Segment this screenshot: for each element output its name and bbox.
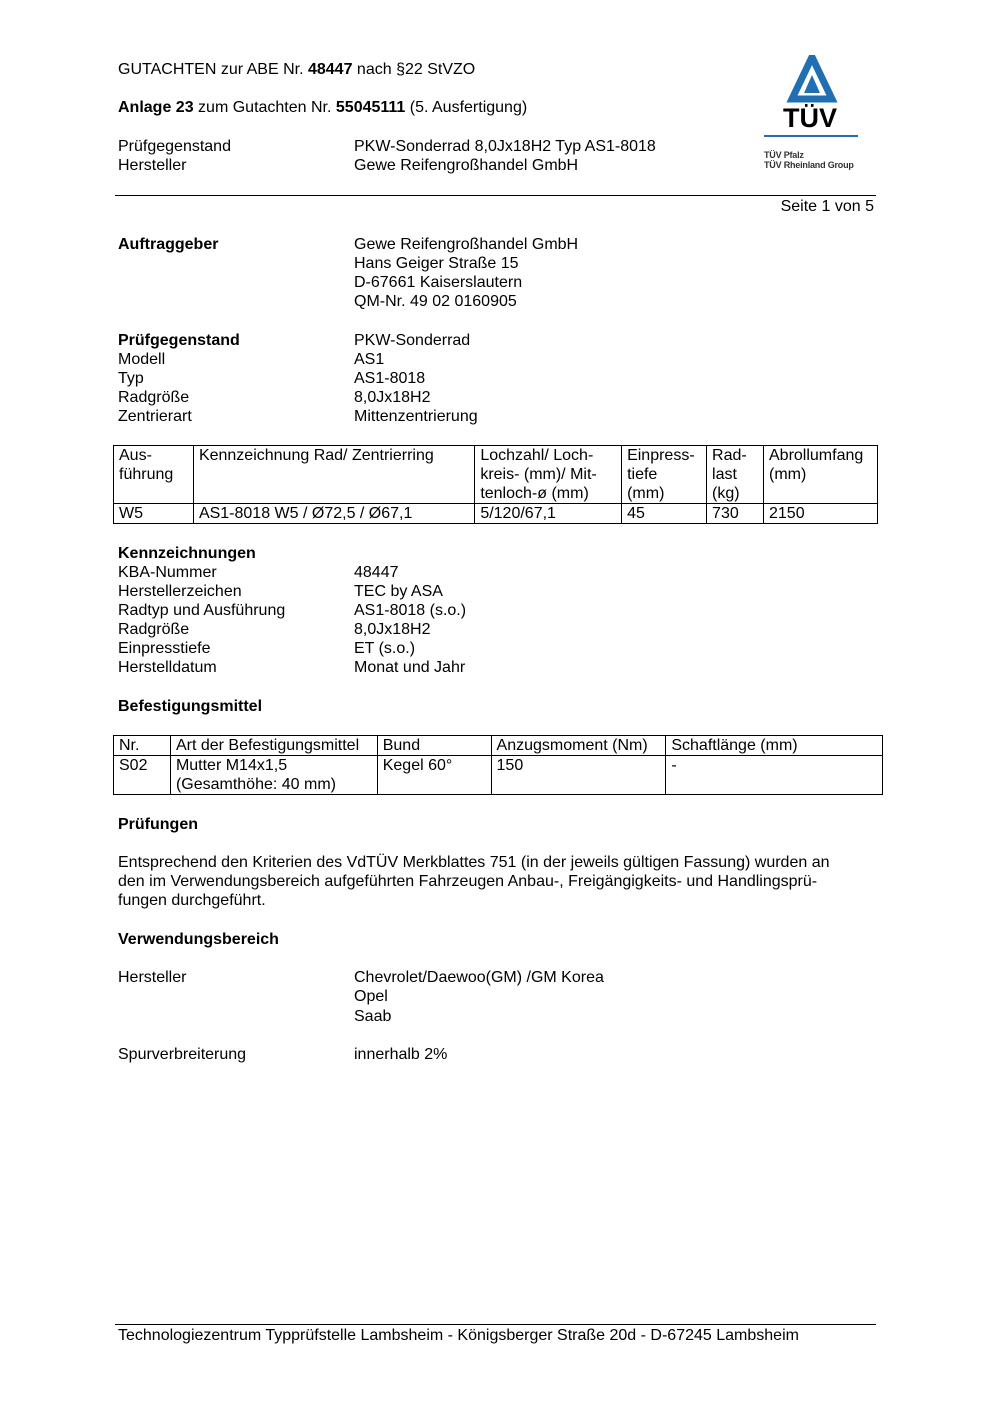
pruefungen-text-line: Entsprechend den Kriterien des VdTÜV Merkblattes 751 (in der jeweils gültigen Fassung) wurden an: [118, 854, 830, 871]
tuv-logo: [762, 55, 872, 175]
table-header-cell: Abrollumfang (mm): [764, 446, 878, 504]
table-cell: W5: [114, 504, 194, 524]
tuv-triangle-icon: [764, 55, 860, 105]
auftraggeber-line: Gewe Reifengroßhandel GmbH: [354, 236, 579, 253]
verwendungsbereich-title: Verwendungsbereich: [118, 931, 279, 948]
table-cell: 45: [622, 504, 707, 524]
kennzeichnung-value: Monat und Jahr: [354, 659, 466, 676]
ausfertigung-text: (5. Ausfertigung): [409, 99, 528, 116]
kennzeichnung-label: Herstelldatum: [118, 659, 217, 676]
verwendungsbereich-hersteller-value: Opel: [354, 988, 388, 1005]
pruefungen-text-line: fungen durchgeführt.: [118, 892, 266, 909]
kennzeichnung-label: KBA-Nummer: [118, 564, 217, 581]
header-title: [118, 60, 475, 79]
pruefgegenstand-value: AS1: [354, 351, 385, 368]
table-cell: S02: [114, 756, 171, 795]
kennzeichnung-label: Einpresstiefe: [118, 640, 211, 657]
kennzeichnung-label: Herstellerzeichen: [118, 583, 242, 600]
table-header-cell: Art der Befestigungsmittel: [170, 736, 377, 756]
pruefgegenstand-title-value: PKW-Sonderrad: [354, 332, 471, 349]
header-hersteller-label: Hersteller: [118, 157, 187, 174]
table-header-cell: Anzugsmoment (Nm): [491, 736, 666, 756]
pruefgegenstand-title: Prüfgegenstand: [118, 332, 240, 349]
header-pruefgegenstand-value: PKW-Sonderrad 8,0Jx18H2 Typ AS1-8018: [354, 138, 656, 155]
table-header-cell: Nr.: [114, 736, 171, 756]
header-title-prefix: GUTACHTEN zur ABE Nr.: [118, 61, 304, 78]
kennzeichnung-label: Radtyp und Ausführung: [118, 602, 286, 619]
table-cell: Kegel 60°: [377, 756, 491, 795]
table-header-cell: Rad- last (kg): [707, 446, 764, 504]
table-cell: Mutter M14x1,5 (Gesamthöhe: 40 mm): [170, 756, 377, 795]
footer-divider: [115, 1324, 876, 1325]
table-header-cell: Aus- führung: [114, 446, 194, 504]
anlage-label: Anlage 23: [118, 99, 194, 116]
page-number: Seite 1 von 5: [780, 198, 874, 215]
pruefgegenstand-value: 8,0Jx18H2: [354, 389, 431, 406]
kennzeichnung-label: Radgröße: [118, 621, 190, 638]
table-header-row: [114, 446, 878, 504]
befestigung-title: Befestigungsmittel: [118, 698, 263, 715]
table-header-cell: Bund: [377, 736, 491, 756]
pruefungen-title: Prüfungen: [118, 816, 198, 833]
auftraggeber-line: QM-Nr. 49 02 0160905: [354, 293, 517, 310]
table-cell: 5/120/67,1: [475, 504, 622, 524]
kennzeichnung-value: ET (s.o.): [354, 640, 416, 657]
tuv-logo-bar: [764, 135, 858, 137]
gutachten-text: zum Gutachten Nr.: [198, 99, 332, 116]
kennzeichnung-value: 48447: [354, 564, 399, 581]
spurverbreiterung-value: innerhalb 2%: [354, 1046, 448, 1063]
table-row: [114, 504, 878, 524]
pruefgegenstand-value: AS1-8018: [354, 370, 426, 387]
table-header-cell: Einpress- tiefe (mm): [622, 446, 707, 504]
pruefgegenstand-label: Typ: [118, 370, 144, 387]
pruefgegenstand-value: Mittenzentrierung: [354, 408, 478, 425]
verwendungsbereich-hersteller-value: Chevrolet/Daewoo(GM) /GM Korea: [354, 969, 604, 986]
table-header-row: [114, 736, 883, 756]
pruefgegenstand-label: Zentrierart: [118, 408, 192, 425]
kennzeichnung-value: 8,0Jx18H2: [354, 621, 431, 638]
tuv-logo-line2: TÜV Rheinland Group: [764, 160, 854, 170]
header-title-suffix: nach §22 StVZO: [356, 61, 476, 78]
table-header-cell: Schaftlänge (mm): [666, 736, 883, 756]
kennzeichnungen-title: Kennzeichnungen: [118, 545, 256, 562]
table-header-cell: Lochzahl/ Loch- kreis- (mm)/ Mit- tenloch-ø (mm): [475, 446, 622, 504]
table-cell: 730: [707, 504, 764, 524]
spurverbreiterung-label: Spurverbreiterung: [118, 1046, 247, 1063]
auftraggeber-line: D-67661 Kaiserslautern: [354, 274, 523, 291]
table-row: [114, 756, 883, 795]
table-cell: 150: [491, 756, 666, 795]
table-cell: -: [666, 756, 883, 795]
header-pruefgegenstand-label: Prüfgegenstand: [118, 138, 231, 155]
verwendungsbereich-hersteller-value: Saab: [354, 1008, 392, 1025]
verwendungsbereich-hersteller-label: Hersteller: [118, 969, 187, 986]
header-hersteller-value: Gewe Reifengroßhandel GmbH: [354, 157, 579, 174]
pruefungen-text-line: den im Verwendungsbereich aufgeführten Fahrzeugen Anbau-, Freigängigkeits- und Handlingsprü-: [118, 873, 818, 890]
pruefgegenstand-label: Modell: [118, 351, 166, 368]
footer-address: Technologiezentrum Typprüfstelle Lambsheim - Königsberger Straße 20d - D-67245 Lambsheim: [118, 1327, 799, 1344]
header-subtitle: [118, 98, 527, 117]
pruefgegenstand-label: Radgröße: [118, 389, 190, 406]
header-divider: [115, 195, 876, 196]
abe-number: 48447: [307, 61, 353, 78]
auftraggeber-line: Hans Geiger Straße 15: [354, 255, 519, 272]
tuv-logo-text: TÜV: [783, 103, 837, 133]
tuv-logo-line1: TÜV Pfalz: [764, 150, 804, 160]
kennzeichnung-value: TEC by ASA: [354, 583, 443, 600]
table-cell: AS1-8018 W5 / Ø72,5 / Ø67,1: [193, 504, 474, 524]
gutachten-number: 55045111: [335, 99, 406, 116]
table-cell: 2150: [764, 504, 878, 524]
fastener-table: [113, 735, 883, 795]
auftraggeber-title: Auftraggeber: [118, 236, 219, 253]
kennzeichnung-value: AS1-8018 (s.o.): [354, 602, 467, 619]
wheel-spec-table: [113, 445, 878, 524]
table-header-cell: Kennzeichnung Rad/ Zentrierring: [193, 446, 474, 504]
